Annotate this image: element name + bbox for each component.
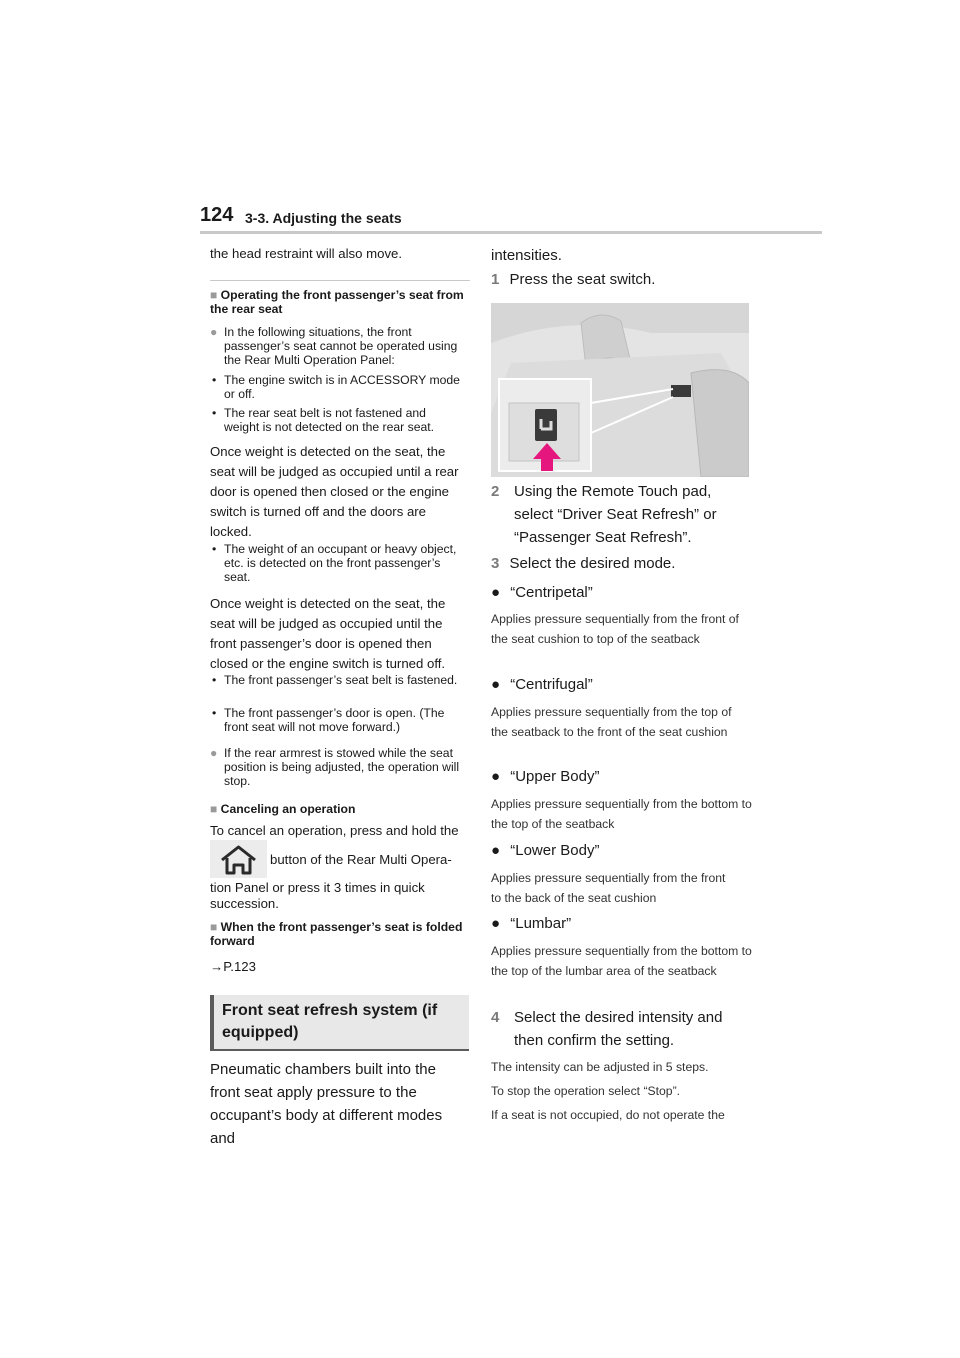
step-4-text: Select the desired intensity and then confirm the setting.: [514, 1009, 723, 1049]
step-number: 3: [491, 555, 500, 572]
page-number: 124: [200, 204, 234, 226]
bullet1-text: In the following situations, the front passenger’s seat cannot be operated using the Rear Multi Operation Panel:: [224, 325, 458, 367]
section-title: 3-3. Adjusting the seats: [245, 210, 402, 226]
note-2: To stop the operation select “Stop”.: [491, 1084, 681, 1098]
step-1: [491, 268, 753, 291]
para1-text: Once weight is detected on the seat, the seat will be judged as occupied until a rear door is opened then closed or the engine switch is turned off and the doors are locked.: [210, 444, 459, 539]
mode-name: “Upper Body”: [510, 768, 600, 785]
note-1: The intensity can be adjusted in 5 steps.: [491, 1060, 709, 1074]
arrow-right-icon: →: [210, 959, 224, 974]
step-number: 1: [491, 271, 500, 288]
mode-desc: Applies pressure sequentially from the top of the seatback to the front of the seat cushion: [491, 705, 732, 739]
sub-bullet-icon: •: [212, 406, 217, 420]
sub-bullet-icon: •: [212, 673, 217, 687]
mode-desc: Applies pressure sequentially from the bottom to the top of the seatback: [491, 797, 752, 831]
mode-name: “Centripetal”: [510, 584, 593, 601]
mode-item: [491, 675, 753, 695]
sub-bullet-icon: •: [212, 373, 217, 387]
sub2-text: The rear seat belt is not fastened and weight is not detected on the rear seat.: [224, 406, 435, 434]
passenger-heading: [210, 288, 470, 316]
bullet-icon: ●: [491, 842, 501, 859]
bullet2-text: If the rear armrest is stowed while the seat position is being adjusted, the operation will stop.: [224, 746, 460, 788]
step-2-text: Using the Remote Touch pad, select “Driver Seat Refresh” or “Passenger Seat Refresh”.: [514, 483, 717, 546]
step-3: [491, 552, 753, 575]
step-number: 4: [491, 1009, 500, 1026]
note-3: If a seat is not occupied, do not operate the: [491, 1108, 725, 1122]
refresh-title: Front seat refresh system (if equipped): [222, 1002, 438, 1041]
folded-heading-text: When the front passenger’s seat is folded forward: [210, 920, 463, 948]
sub3-text: The weight of an occupant or heavy object, etc. is detected on the front passenger’s seat.: [224, 542, 457, 584]
square-bullet-icon: ■: [210, 802, 218, 816]
cancel-heading: [210, 802, 470, 816]
step-3-text: Select the desired mode.: [509, 555, 676, 572]
square-bullet-icon: ■: [210, 288, 218, 302]
folded-ref: [210, 957, 256, 977]
mode-desc: Applies pressure sequentially from the front to the back of the seat cushion: [491, 871, 726, 905]
home-button-figure: [210, 840, 267, 878]
page-ref[interactable]: P.123: [223, 959, 256, 974]
bullet-icon: ●: [491, 676, 501, 693]
console-drawing: [491, 303, 749, 477]
mode-desc: Applies pressure sequentially from the bottom to the top of the lumbar area of the seatback: [491, 944, 752, 978]
mode-name: “Centrifugal”: [510, 676, 593, 693]
header-rule: [200, 231, 822, 234]
home-icon: [210, 840, 267, 878]
cancel-heading-text: Canceling an operation: [220, 802, 356, 816]
bullet-icon: ●: [491, 584, 501, 601]
folded-heading: [210, 920, 470, 948]
cancel-text-1: To cancel an operation, press and hold the: [210, 823, 459, 838]
step-1-text: Press the seat switch.: [509, 271, 656, 288]
mode-item: [491, 583, 753, 603]
sub5-text: The front passenger’s door is open. (The front seat will not move forward.): [224, 706, 445, 734]
mode-name: “Lumbar”: [510, 915, 572, 932]
intro-text: the head restraint will also move.: [210, 246, 403, 261]
square-bullet-icon: ■: [210, 920, 218, 934]
seat-switch-illustration: [491, 303, 749, 477]
cancel-text-2: button of the Rear Multi Opera-: [270, 852, 452, 867]
mode-name: “Lower Body”: [510, 842, 600, 859]
bullet-icon: ●: [210, 325, 218, 339]
sub1-text: The engine switch is in ACCESSORY mode or off.: [224, 373, 460, 401]
mode-item: [491, 841, 753, 861]
mode-item: [491, 914, 753, 934]
sub-bullet-icon: •: [212, 706, 217, 720]
refresh-body: Pneumatic chambers built into the front seat apply pressure to the occupant’s body at different modes and: [210, 1061, 443, 1147]
bullet-icon: ●: [491, 768, 501, 785]
divider: [210, 280, 470, 281]
mode-desc: Applies pressure sequentially from the front of the seat cushion to top of the seatback: [491, 612, 739, 646]
bullet-icon: ●: [491, 915, 501, 932]
intensities-text: intensities.: [491, 247, 562, 264]
step-number: 2: [491, 483, 500, 500]
bullet-icon: ●: [210, 746, 218, 760]
sub-bullet-icon: •: [212, 542, 217, 556]
passenger-heading-text: Operating the front passenger’s seat from the rear seat: [210, 288, 464, 316]
mode-item: [491, 767, 753, 787]
para2-text: Once weight is detected on the seat, the seat will be judged as occupied until the front passenger’s door is opened then closed or the engine switch is turned off.: [210, 596, 446, 671]
sub4-text: The front passenger’s seat belt is fastened.: [224, 673, 458, 687]
cancel-text-3: tion Panel or press it 3 times in quick succession.: [210, 880, 425, 911]
